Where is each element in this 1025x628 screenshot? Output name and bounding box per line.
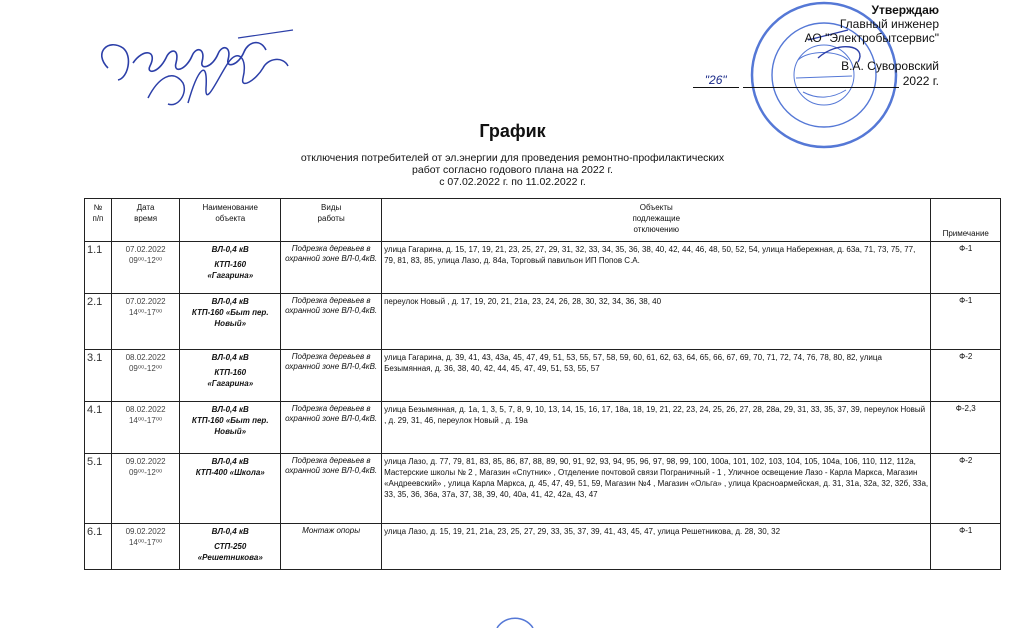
header-work: Виды работы (281, 199, 382, 242)
table-row (85, 402, 1001, 454)
row-date: 09.02.2022 14⁰⁰-17⁰⁰ (111, 524, 179, 570)
row-object: ВЛ-0,4 кВ КТП-160 «Гагарина» (180, 242, 281, 294)
row-work: Монтаж опоры (281, 524, 382, 570)
document-period: с 07.02.2022 г. по 11.02.2022 г. (439, 176, 586, 188)
row-date: 08.02.2022 09⁰⁰-12⁰⁰ (111, 350, 179, 402)
row-addresses: улица Лазо, д. 15, 19, 21, 21а, 23, 25, 27, 29, 33, 35, 37, 39, 41, 43, 45, 47, улица Решетникова, д. 28, 30, 32 (382, 524, 931, 570)
row-addresses: улица Гагарина, д. 15, 17, 19, 21, 23, 25, 27, 29, 31, 32, 33, 34, 35, 36, 38, 40, 42, 44, 46, 48, 50, 52, 54, улица Набережная, д. 63а, 71, 73, 75, 77, 79, 81, 83, 85, улица Лазо, д. 84а, Торговый павильон ИП Попов С.А. (382, 242, 931, 294)
table-row (85, 524, 1001, 570)
approval-position: Главный инженер (839, 17, 939, 31)
row-num: 6.1 (85, 524, 112, 570)
row-object: ВЛ-0,4 кВ КТП-400 «Школа» (180, 454, 281, 524)
row-work: Подрезка деревьев в охранной зоне ВЛ-0,4кВ. (281, 454, 382, 524)
row-num: 1.1 (85, 242, 112, 294)
row-work: Подрезка деревьев в охранной зоне ВЛ-0,4кВ. (281, 294, 382, 350)
header-date: Дата время (111, 199, 179, 242)
row-addresses: улица Лазо, д. 77, 79, 81, 83, 85, 86, 87, 88, 89, 90, 91, 92, 93, 94, 95, 96, 97, 98, 99, 100, 100а, 101, 102, 103, 104, 105, 104а, 106, 110, 112, 112а, Мастерские школы № 2 , Магазин «Спутник» , Отделение почтовой связи Пограничный - 1 , Уличное освещение Лазо - Карла Маркса, Магазин «Андреевский» , улица Карла Маркса, д. 45, 47, 49, 51, 59, Магазин №4 , Магазин «Ольга» , улица Красноармейская, д. 31, 31а, 32а, 32, 32б, 33а, 33, 35, 36, 36а, 37а, 37, 38, 39, 40, 40а, 41, 42, 42а, 43, 47 (382, 454, 931, 524)
row-num: 5.1 (85, 454, 112, 524)
document-title: График (479, 121, 546, 141)
row-addresses: улица Безымянная, д. 1а, 1, 3, 5, 7, 8, 9, 10, 13, 14, 15, 16, 17, 18а, 18, 19, 21, 22, 23, 24, 25, 26, 27, 28, 28а, 29, 31, 33, 35, 37, 39, переулок Новый , д. 29, 31, 46, переулок Новый , д. 19а (382, 402, 931, 454)
row-addresses: переулок Новый , д. 17, 19, 20, 21, 21а, 23, 24, 26, 28, 30, 32, 34, 36, 38, 40 (382, 294, 931, 350)
row-note: Ф-2 (931, 350, 1001, 402)
approval-signer: В.А. Суворовский (841, 59, 939, 73)
row-object: ВЛ-0,4 кВ КТП-160 «Быт пер. Новый» (180, 402, 281, 454)
approval-date-day: "26" (693, 73, 739, 88)
row-object: ВЛ-0,4 кВ КТП-160 «Гагарина» (180, 350, 281, 402)
row-work: Подрезка деревьев в охранной зоне ВЛ-0,4кВ. (281, 242, 382, 294)
document-subtitle-2: работ согласно годового плана на 2022 г. (412, 164, 613, 176)
header-addresses: Объекты подлежащие отключению (382, 199, 931, 242)
seal-fragment (495, 613, 535, 628)
approval-date-year: 2022 г. (902, 74, 939, 88)
row-num: 4.1 (85, 402, 112, 454)
document-subtitle-1: отключения потребителей от эл.энергии для проведения ремонтно-профилактических (300, 152, 725, 164)
table-row (85, 350, 1001, 402)
row-num: 3.1 (85, 350, 112, 402)
row-date: 07.02.2022 14⁰⁰-17⁰⁰ (111, 294, 179, 350)
header-num: № п/п (85, 199, 112, 242)
row-note: Ф-1 (931, 524, 1001, 570)
table-header-row (85, 199, 1001, 242)
approval-date (693, 73, 939, 88)
header-object: Наименование объекта (180, 199, 281, 242)
row-date: 09.02.2022 09⁰⁰-12⁰⁰ (111, 454, 179, 524)
header-note: Примечание (931, 199, 1001, 242)
row-date: 07.02.2022 09⁰⁰-12⁰⁰ (111, 242, 179, 294)
row-object: ВЛ-0,4 кВ КТП-160 «Быт пер. Новый» (180, 294, 281, 350)
row-date: 08.02.2022 14⁰⁰-17⁰⁰ (111, 402, 179, 454)
row-note: Ф-1 (931, 242, 1001, 294)
table-row (85, 242, 1001, 294)
schedule-table (84, 198, 1001, 570)
row-note: Ф-2 (931, 454, 1001, 524)
row-num: 2.1 (85, 294, 112, 350)
document-heading (0, 121, 1025, 188)
row-addresses: улица Гагарина, д. 39, 41, 43, 43а, 45, 47, 49, 51, 53, 55, 57, 58, 59, 60, 61, 62, 63, 64, 65, 66, 67, 69, 70, 71, 72, 74, 76, 78, 80, 82, улица Безымянная, д. 36, 38, 40, 42, 44, 45, 47, 49, 51, 53, 55, 57 (382, 350, 931, 402)
row-work: Подрезка деревьев в охранной зоне ВЛ-0,4кВ. (281, 350, 382, 402)
approval-title: Утверждаю (871, 3, 939, 17)
row-note: Ф-2,3 (931, 402, 1001, 454)
table-row (85, 454, 1001, 524)
table-row (85, 294, 1001, 350)
row-work: Подрезка деревьев в охранной зоне ВЛ-0,4кВ. (281, 402, 382, 454)
approval-block (693, 3, 939, 88)
handwritten-signature (88, 8, 308, 118)
approval-company: АО "Электробытсервис" (804, 31, 939, 45)
approval-date-month-line (743, 87, 899, 88)
row-note: Ф-1 (931, 294, 1001, 350)
row-object: ВЛ-0,4 кВ СТП-250 «Решетникова» (180, 524, 281, 570)
